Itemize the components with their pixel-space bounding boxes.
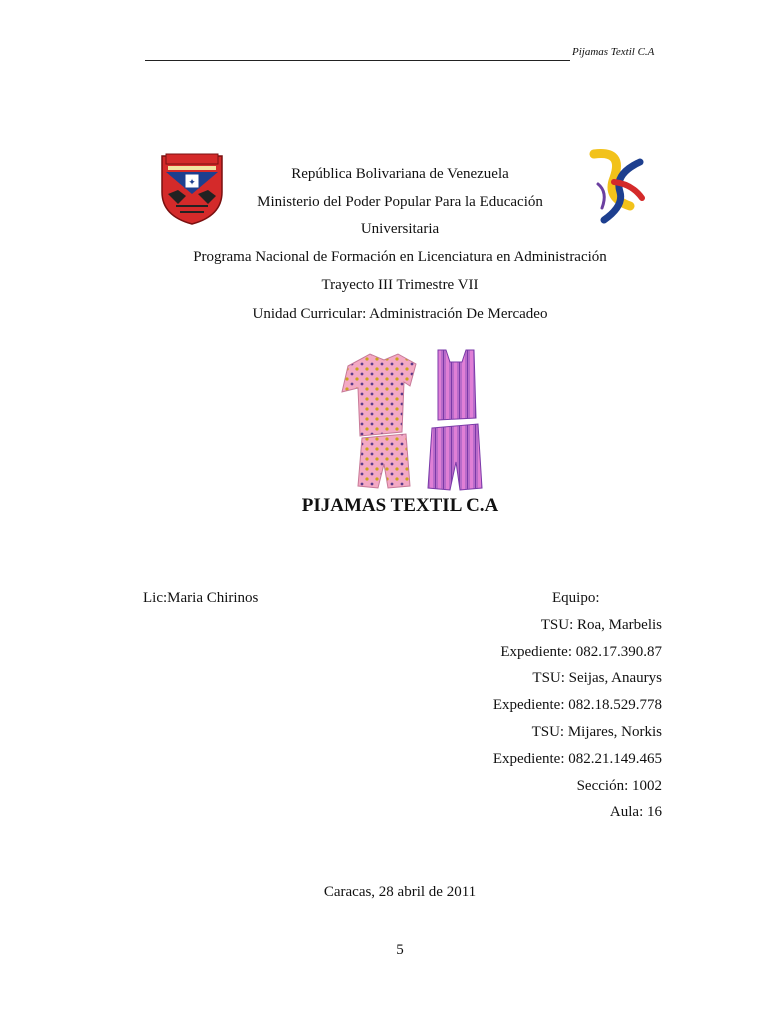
professor-name: Lic:Maria Chirinos	[143, 590, 259, 606]
team-line: TSU: Seijas, Anaurys	[532, 670, 662, 686]
team-line: TSU: Mijares, Norkis	[531, 724, 662, 740]
team-line: Expediente: 082.17.390.87	[500, 644, 662, 660]
institution-line-5: Trayecto III Trimestre VII	[321, 277, 479, 293]
place-date: Caracas, 28 abril de 2011	[323, 884, 477, 900]
team-heading: Equipo:	[552, 590, 600, 606]
svg-text:✦: ✦	[188, 178, 196, 188]
running-header: Pijamas Textil C.A	[572, 46, 655, 58]
team-line: Expediente: 082.18.529.778	[492, 697, 662, 713]
institution-line-4: Programa Nacional de Formación en Licenciatura en Administración	[193, 249, 607, 265]
page-number: 5	[396, 942, 404, 958]
team-line: Sección: 1002	[576, 778, 662, 794]
institution-line-6: Unidad Curricular: Administración De Mercadeo	[252, 306, 548, 322]
institution-line-1: República Bolivariana de Venezuela	[291, 166, 509, 182]
team-line: Expediente: 082.21.149.465	[492, 751, 662, 767]
team-line: Aula: 16	[609, 804, 662, 820]
team-line: TSU: Roa, Marbelis	[540, 617, 662, 633]
document-title: PIJAMAS TEXTIL C.A	[301, 495, 499, 516]
university-shield-logo	[158, 152, 226, 226]
colorful-swirl-logo	[584, 148, 648, 228]
header-rule	[145, 60, 570, 61]
institution-line-2: Ministerio del Poder Popular Para la Educación	[257, 194, 543, 210]
pajamas-illustration	[334, 346, 484, 494]
institution-line-3: Universitaria	[360, 221, 440, 237]
